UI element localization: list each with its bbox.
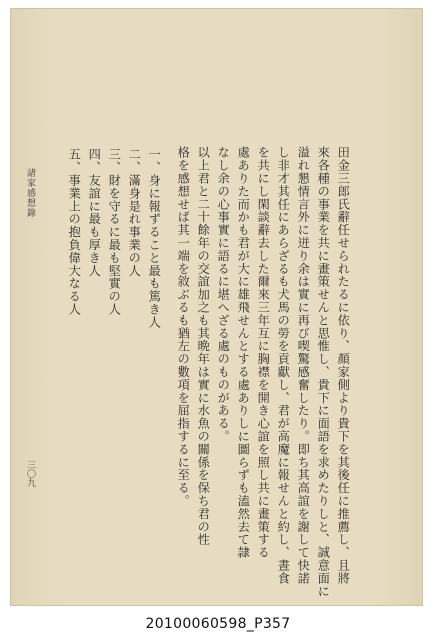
body-column-8: 以上君と二十餘年の交誼加之も其晩年は實に水魚の關係を保ち君の性 bbox=[196, 146, 211, 546]
page-number: 三〇九 bbox=[25, 460, 35, 487]
list-item-5: 五、事業上の抱負偉大なる人 bbox=[67, 148, 82, 316]
image-caption: 20100060598_P357 bbox=[145, 616, 291, 632]
body-column-2: 來各種の事業を共に畫策せんと思惟し、貴下に面語を求めたりしと、誠意面に bbox=[316, 146, 331, 598]
body-column-1: 田金三郎氏辭任せられたるに依り、顏家側より貴下を其後任に推薦し、且將 bbox=[336, 146, 351, 585]
body-column-3: 溢れ懇情言外に迸り余は實に再び喫驚感奮したり。即ち其高誼を謝して快諾 bbox=[296, 146, 311, 585]
body-column-6: 處ありた而かも君が大に雄飛せんとする處ありしに圖らずも溘然去て隷 bbox=[236, 146, 251, 559]
body-column-7: なし余の心事實に語るに堪へざる處のものがある。 bbox=[216, 146, 231, 443]
body-column-4: し非才其任にあらざるも犬馬の勞を貢獻し、君が高魔に報せんと約し、晝食 bbox=[276, 146, 291, 585]
list-item-3: 三、財を守るに最も堅實の人 bbox=[107, 148, 122, 316]
body-column-9: 格を感想せば其一端を敘ぶるも猶左の數項を屈指するに至る。 bbox=[176, 146, 191, 508]
list-item-1: 一、身に報ずること最も篤き人 bbox=[147, 148, 162, 329]
body-column-5: を共にし閑談辭去した爾來三年互に胸襟を開き心誼を照し共に畫策する bbox=[256, 146, 271, 559]
list-item-4: 四、友誼に最も厚き人 bbox=[87, 148, 102, 277]
running-title: 諸家感想錄 bbox=[25, 168, 35, 218]
list-item-2: 二、滿身是れ事業の人 bbox=[127, 148, 142, 277]
document-page bbox=[10, 8, 423, 606]
